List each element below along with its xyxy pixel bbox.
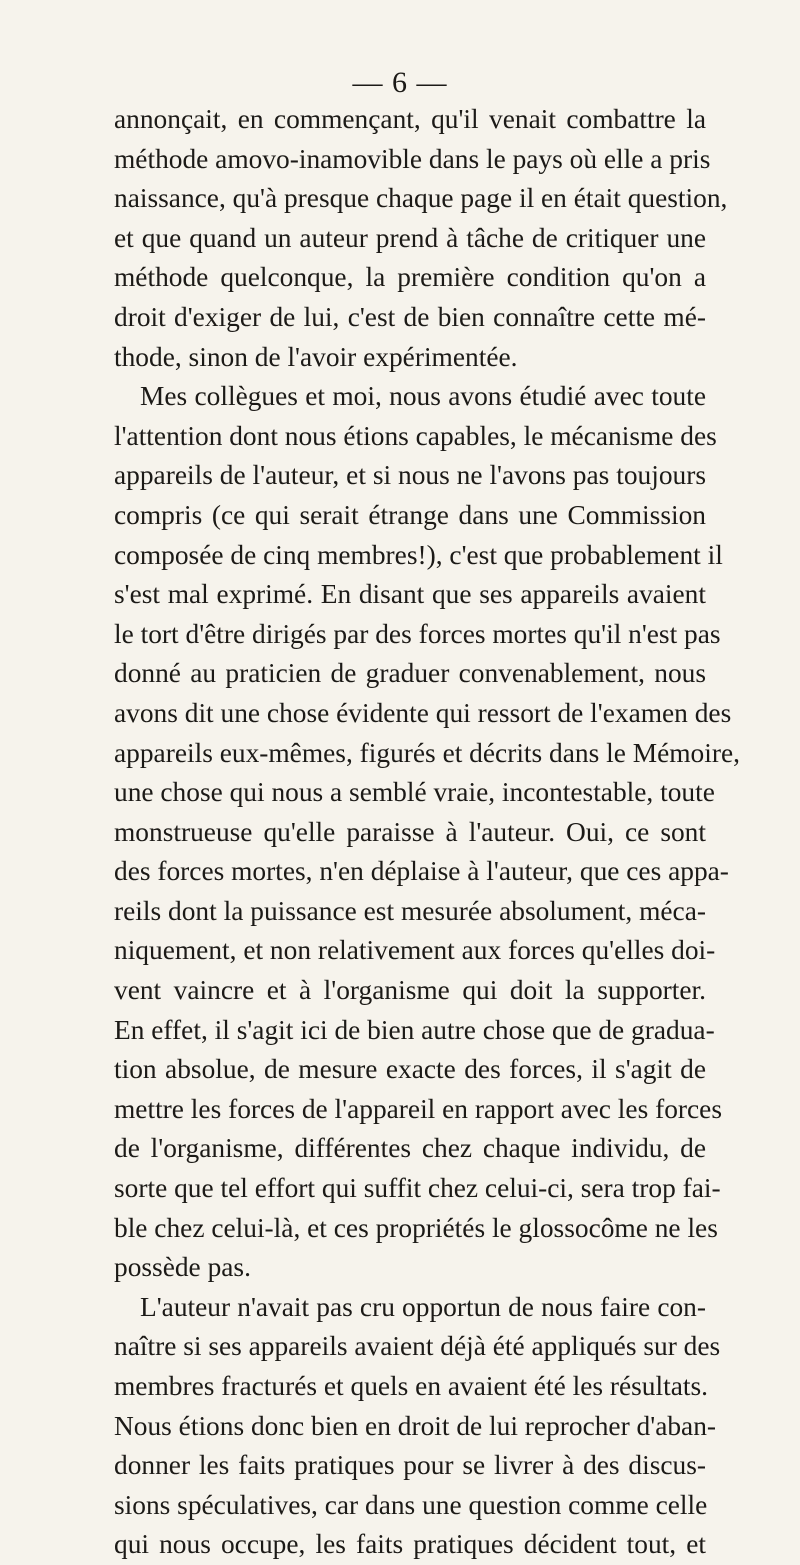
text-line: méthode quelconque, la première condition qu'on a: [114, 262, 706, 293]
text-line: tion absolue, de mesure exacte des forces, il s'agit de: [114, 1054, 706, 1085]
text-line: monstrueuse qu'elle paraisse à l'auteur. Oui, ce sont: [114, 816, 706, 847]
text-line: reils dont la puissance est mesurée absolument, méca-: [114, 895, 706, 926]
text-line: composée de cinq membres!), c'est que probablement il: [114, 539, 723, 570]
text-line: niquement, et non relativement aux forces qu'elles doi-: [114, 935, 716, 966]
text-line: naître si ses appareils avaient déjà été appliqués sur des: [114, 1331, 721, 1362]
text-line: donné au praticien de graduer convenablement, nous: [114, 658, 706, 689]
text-line: naissance, qu'à presque chaque page il en était question,: [114, 183, 728, 214]
paragraph-start-line: Mes collègues et moi, nous avons étudié avec toute: [140, 381, 706, 412]
text-line: des forces mortes, n'en déplaise à l'auteur, que ces appa-: [114, 856, 729, 887]
text-line: donner les faits pratiques pour se livrer à des discus-: [114, 1450, 706, 1481]
paragraph-start-line: L'auteur n'avait pas cru opportun de nous faire con-: [140, 1291, 706, 1322]
text-line: droit d'exiger de lui, c'est de bien connaître cette mé-: [114, 301, 706, 332]
text-line: de l'organisme, différentes chez chaque individu, de: [114, 1133, 706, 1164]
text-line: sorte que tel effort qui suffit chez celui-ci, sera trop fai-: [114, 1173, 721, 1204]
text-line: mettre les forces de l'appareil en rapport avec les forces: [114, 1093, 722, 1124]
text-line: ble chez celui-là, et ces propriétés le glossocôme ne les: [114, 1212, 718, 1243]
text-line: appareils eux-mêmes, figurés et décrits dans le Mémoire,: [114, 737, 740, 768]
body-text: [114, 100, 740, 1565]
text-line: thode, sinon de l'avoir expérimentée.: [114, 341, 518, 372]
text-line: compris (ce qui serait étrange dans une Commission: [114, 499, 706, 530]
text-line: appareils de l'auteur, et si nous ne l'avons pas toujours: [114, 460, 706, 491]
text-line: sions spéculatives, car dans une question comme celle: [114, 1489, 708, 1520]
text-line: possède pas.: [114, 1252, 251, 1283]
text-line: avons dit une chose évidente qui ressort de l'examen des: [114, 697, 732, 728]
text-line: annonçait, en commençant, qu'il venait combattre la: [114, 104, 706, 134]
text-line: le tort d'être dirigés par des forces mortes qu'il n'est pas: [114, 618, 721, 649]
text-line: En effet, il s'agit ici de bien autre chose que de gradua-: [114, 1014, 715, 1045]
text-line: membres fracturés et quels en avaient été les résultats.: [114, 1371, 708, 1401]
page-number: — 6 —: [352, 66, 448, 99]
text-line: une chose qui nous a semblé vraie, incontestable, toute: [114, 777, 715, 808]
text-line: vent vaincre et à l'organisme qui doit la supporter.: [114, 975, 706, 1006]
text-line: Nous étions donc bien en droit de lui reprocher d'aban-: [114, 1410, 717, 1441]
text-line: s'est mal exprimé. En disant que ses appareils avaient: [114, 579, 706, 610]
text-line: méthode amovo-inamovible dans le pays où elle a pris: [114, 143, 711, 174]
text-line: l'attention dont nous étions capables, le mécanisme des: [114, 420, 717, 451]
text-line: qui nous occupe, les faits pratiques décident tout, et: [114, 1529, 706, 1560]
text-line: et que quand un auteur prend à tâche de critiquer une: [114, 222, 706, 253]
